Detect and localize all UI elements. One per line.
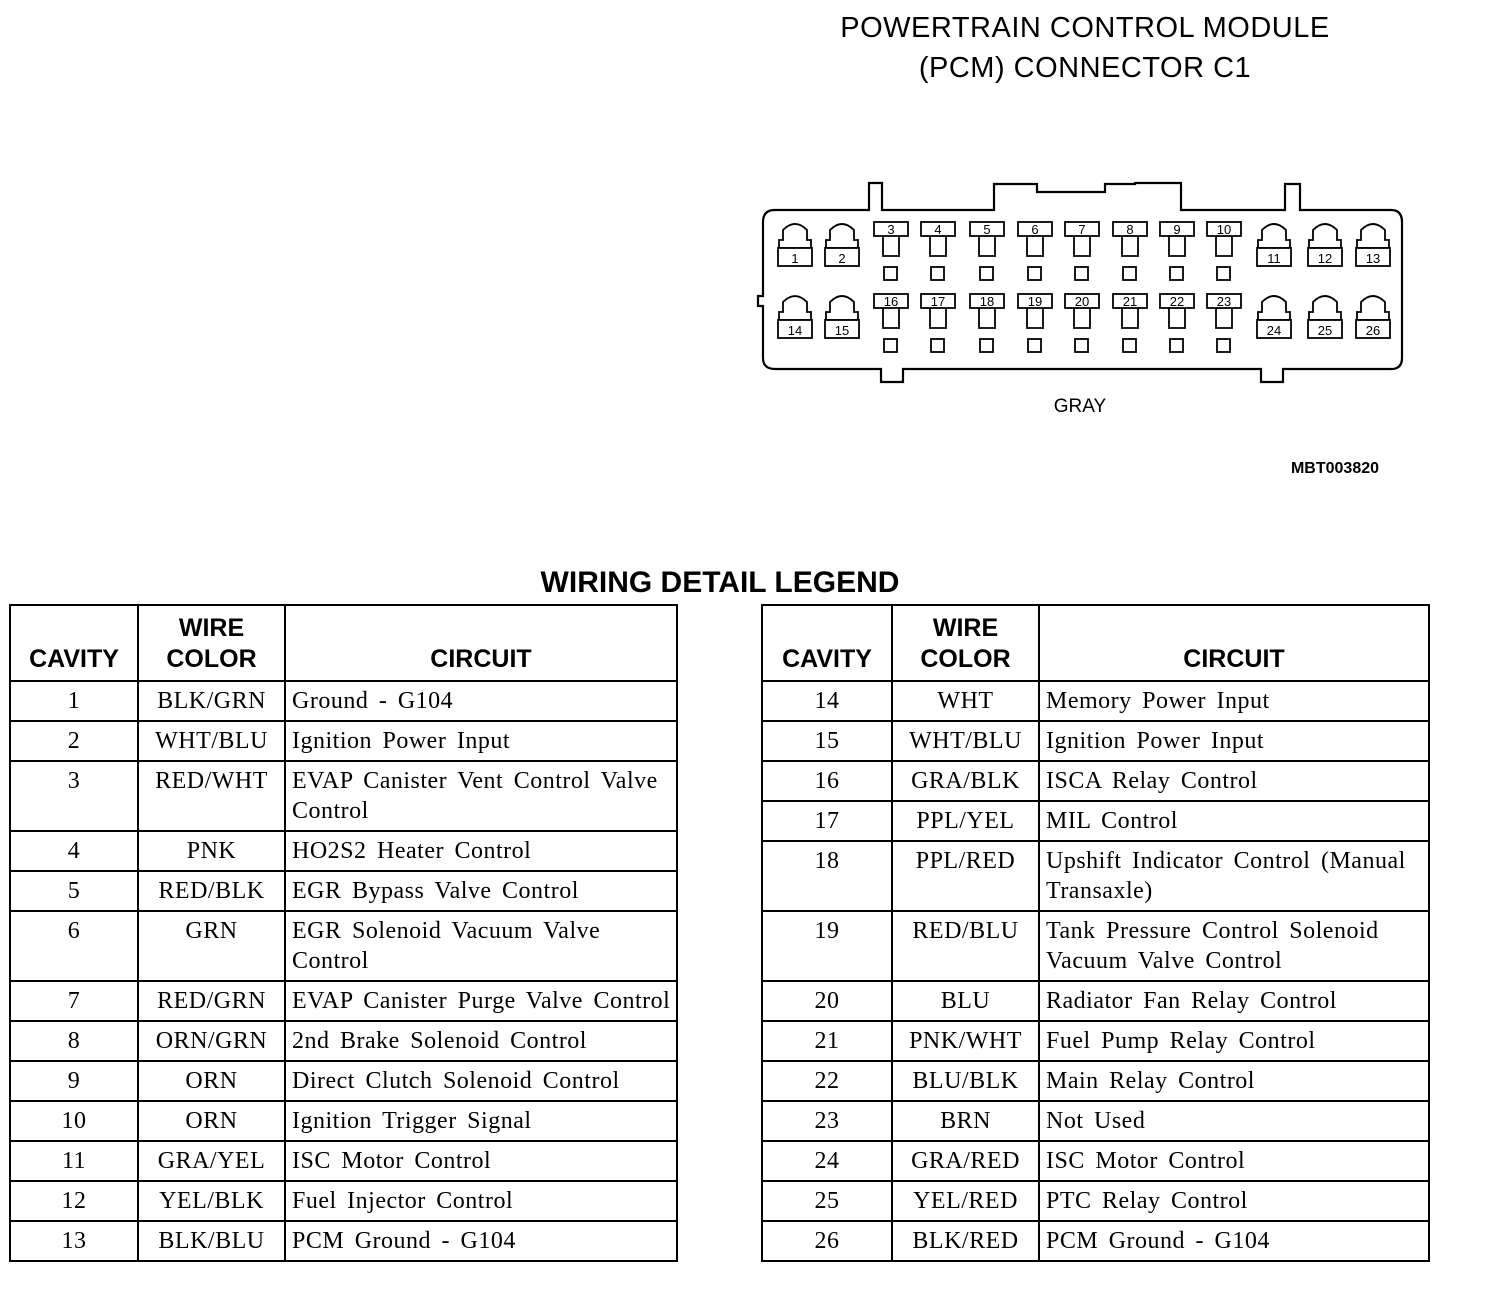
connector-pin xyxy=(1065,294,1099,352)
figure-code: MBT003820 xyxy=(1290,460,1380,477)
connector-pin xyxy=(1308,296,1342,338)
pin-number: 16 xyxy=(883,294,899,309)
cavity-cell: 13 xyxy=(10,1221,138,1261)
table-row xyxy=(10,1221,677,1261)
cavity-cell: 5 xyxy=(10,871,138,911)
connector-pin xyxy=(1257,224,1291,266)
pin-square xyxy=(1075,339,1088,352)
pin-number: 22 xyxy=(1169,294,1185,309)
wire-color-cell: WHT/BLU xyxy=(138,721,285,761)
table-row xyxy=(10,911,677,981)
circuit-cell: Ignition Trigger Signal xyxy=(285,1101,677,1141)
pin-terminal-shape xyxy=(1027,236,1043,256)
header-wire: WIRE xyxy=(178,614,245,642)
cavity-cell: 14 xyxy=(762,681,892,721)
connector-pin xyxy=(970,294,1004,352)
connector-pin xyxy=(1160,222,1194,280)
pin-number: 24 xyxy=(1266,323,1282,338)
pin-number: 2 xyxy=(838,251,846,266)
circuit-cell: ISCA Relay Control xyxy=(1039,761,1429,801)
table-row xyxy=(762,721,1429,761)
header-cavity: CAVITY xyxy=(10,605,138,681)
table-row xyxy=(10,761,677,831)
circuit-cell: EGR Bypass Valve Control xyxy=(285,871,677,911)
wiring-table-left xyxy=(9,604,678,1262)
pin-terminal-shape xyxy=(1309,224,1341,248)
wire-color-cell: ORN/GRN xyxy=(138,1021,285,1061)
header-circuit: CIRCUIT xyxy=(285,605,677,681)
header-circuit: CIRCUIT xyxy=(1039,605,1429,681)
pin-square xyxy=(1028,267,1041,280)
wire-color-cell: BLU xyxy=(892,981,1039,1021)
pin-number: 18 xyxy=(979,294,995,309)
table-row xyxy=(10,721,677,761)
connector-pin xyxy=(825,224,859,266)
table-row xyxy=(762,1181,1429,1221)
pin-terminal-shape xyxy=(979,308,995,328)
pin-row-top xyxy=(778,222,1390,280)
connector-pin xyxy=(874,222,908,280)
wire-color-cell: GRA/RED xyxy=(892,1141,1039,1181)
pin-number: 1 xyxy=(791,251,799,266)
pin-number: 3 xyxy=(887,222,895,237)
wire-color-cell: RED/WHT xyxy=(138,761,285,831)
pin-square xyxy=(884,267,897,280)
circuit-cell: Main Relay Control xyxy=(1039,1061,1429,1101)
connector-pin xyxy=(1018,294,1052,352)
pin-square xyxy=(1170,267,1183,280)
pin-terminal-shape xyxy=(826,224,858,248)
table-row xyxy=(10,1101,677,1141)
connector-pin xyxy=(970,222,1004,280)
pin-square xyxy=(980,339,993,352)
circuit-cell: Direct Clutch Solenoid Control xyxy=(285,1061,677,1101)
table-row xyxy=(762,1061,1429,1101)
pin-number: 6 xyxy=(1031,222,1039,237)
pin-terminal-shape xyxy=(1122,308,1138,328)
wire-color-cell: ORN xyxy=(138,1061,285,1101)
pin-number: 15 xyxy=(834,323,850,338)
table-row xyxy=(762,681,1429,721)
circuit-cell: Radiator Fan Relay Control xyxy=(1039,981,1429,1021)
table-row xyxy=(10,1021,677,1061)
wire-color-cell: YEL/BLK xyxy=(138,1181,285,1221)
pin-terminal-shape xyxy=(930,308,946,328)
connector-pin xyxy=(921,222,955,280)
cavity-cell: 26 xyxy=(762,1221,892,1261)
circuit-cell: Tank Pressure Control Solenoid Vacuum Valve Control xyxy=(1039,911,1429,981)
pin-square xyxy=(1028,339,1041,352)
pin-number: 13 xyxy=(1365,251,1381,266)
pin-terminal-shape xyxy=(1258,296,1290,320)
header-wire: WIRE xyxy=(932,614,999,642)
pin-number: 5 xyxy=(983,222,991,237)
pin-terminal-shape xyxy=(1216,308,1232,328)
cavity-cell: 19 xyxy=(762,911,892,981)
circuit-cell: EGR Solenoid Vacuum Valve Control xyxy=(285,911,677,981)
connector-pin xyxy=(1065,222,1099,280)
table-row xyxy=(10,1061,677,1101)
pin-terminal-shape xyxy=(1258,224,1290,248)
wire-color-cell: YEL/RED xyxy=(892,1181,1039,1221)
pin-square xyxy=(1217,267,1230,280)
table-row xyxy=(762,761,1429,801)
circuit-cell: PTC Relay Control xyxy=(1039,1181,1429,1221)
pin-terminal-shape xyxy=(1074,236,1090,256)
pin-square xyxy=(1217,339,1230,352)
circuit-cell: EVAP Canister Purge Valve Control xyxy=(285,981,677,1021)
table-row xyxy=(10,1181,677,1221)
cavity-cell: 4 xyxy=(10,831,138,871)
wire-color-cell: BRN xyxy=(892,1101,1039,1141)
wire-color-cell: BLK/BLU xyxy=(138,1221,285,1261)
connector-pin xyxy=(1356,224,1390,266)
connector-pin xyxy=(874,294,908,352)
table-row xyxy=(10,681,677,721)
pin-square xyxy=(980,267,993,280)
connector-pin xyxy=(1207,222,1241,280)
header-color: COLOR xyxy=(920,645,1011,673)
header-cavity: CAVITY xyxy=(762,605,892,681)
wire-color-cell: RED/BLU xyxy=(892,911,1039,981)
table-row xyxy=(762,1101,1429,1141)
table-row xyxy=(10,871,677,911)
wire-color-cell: BLU/BLK xyxy=(892,1061,1039,1101)
pin-terminal-shape xyxy=(1216,236,1232,256)
pin-number: 26 xyxy=(1365,323,1381,338)
pin-terminal-shape xyxy=(779,296,811,320)
table-row xyxy=(762,801,1429,841)
wire-color-cell: GRA/YEL xyxy=(138,1141,285,1181)
circuit-cell: Ground - G104 xyxy=(285,681,677,721)
table-row xyxy=(10,1141,677,1181)
table-row xyxy=(762,1021,1429,1061)
wire-color-cell: BLK/RED xyxy=(892,1221,1039,1261)
cavity-cell: 10 xyxy=(10,1101,138,1141)
wire-color-cell: WHT/BLU xyxy=(892,721,1039,761)
cavity-cell: 2 xyxy=(10,721,138,761)
table-header-row xyxy=(10,605,677,681)
circuit-cell: 2nd Brake Solenoid Control xyxy=(285,1021,677,1061)
wiring-table-right xyxy=(761,604,1430,1262)
cavity-cell: 17 xyxy=(762,801,892,841)
cavity-cell: 7 xyxy=(10,981,138,1021)
cavity-cell: 21 xyxy=(762,1021,892,1061)
pin-terminal-shape xyxy=(979,236,995,256)
cavity-cell: 25 xyxy=(762,1181,892,1221)
circuit-cell: Fuel Pump Relay Control xyxy=(1039,1021,1429,1061)
pin-terminal-shape xyxy=(1309,296,1341,320)
pin-number: 8 xyxy=(1126,222,1134,237)
circuit-cell: HO2S2 Heater Control xyxy=(285,831,677,871)
wire-color-cell: GRN xyxy=(138,911,285,981)
cavity-cell: 9 xyxy=(10,1061,138,1101)
cavity-cell: 18 xyxy=(762,841,892,911)
wire-color-cell: PPL/RED xyxy=(892,841,1039,911)
wire-color-cell: WHT xyxy=(892,681,1039,721)
cavity-cell: 3 xyxy=(10,761,138,831)
connector-pin xyxy=(1207,294,1241,352)
cavity-cell: 1 xyxy=(10,681,138,721)
wire-color-cell: RED/GRN xyxy=(138,981,285,1021)
connector-color-label: GRAY xyxy=(1053,396,1107,417)
pin-number: 9 xyxy=(1173,222,1181,237)
circuit-cell: ISC Motor Control xyxy=(285,1141,677,1181)
circuit-cell: PCM Ground - G104 xyxy=(1039,1221,1429,1261)
connector-pin xyxy=(1113,294,1147,352)
pin-terminal-shape xyxy=(826,296,858,320)
cavity-cell: 12 xyxy=(10,1181,138,1221)
connector-pin xyxy=(778,224,812,266)
circuit-cell: ISC Motor Control xyxy=(1039,1141,1429,1181)
connector-pin xyxy=(825,296,859,338)
wire-color-cell: PPL/YEL xyxy=(892,801,1039,841)
connector-pin xyxy=(1257,296,1291,338)
pin-row-bottom xyxy=(778,294,1390,352)
cavity-cell: 24 xyxy=(762,1141,892,1181)
pin-square xyxy=(931,339,944,352)
connector-pin xyxy=(1113,222,1147,280)
wire-color-cell: ORN xyxy=(138,1101,285,1141)
pin-number: 17 xyxy=(930,294,946,309)
connector-pin xyxy=(778,296,812,338)
circuit-cell: Ignition Power Input xyxy=(285,721,677,761)
pin-number: 19 xyxy=(1027,294,1043,309)
pin-number: 20 xyxy=(1074,294,1090,309)
circuit-cell: PCM Ground - G104 xyxy=(285,1221,677,1261)
connector-pin xyxy=(921,294,955,352)
pin-terminal-shape xyxy=(1074,308,1090,328)
cavity-cell: 15 xyxy=(762,721,892,761)
diagram-title xyxy=(770,8,1400,88)
header-wire-color xyxy=(138,605,285,681)
pin-number: 4 xyxy=(934,222,942,237)
pin-terminal-shape xyxy=(883,236,899,256)
circuit-cell: Ignition Power Input xyxy=(1039,721,1429,761)
pin-square xyxy=(1123,339,1136,352)
table-row xyxy=(10,831,677,871)
table-header-row xyxy=(762,605,1429,681)
pin-terminal-shape xyxy=(1169,308,1185,328)
table-row xyxy=(762,911,1429,981)
pin-terminal-shape xyxy=(1357,224,1389,248)
pin-number: 14 xyxy=(787,323,803,338)
table-row xyxy=(10,981,677,1021)
header-wire-color xyxy=(892,605,1039,681)
wire-color-cell: PNK xyxy=(138,831,285,871)
cavity-cell: 8 xyxy=(10,1021,138,1061)
circuit-cell: EVAP Canister Vent Control Valve Control xyxy=(285,761,677,831)
pin-number: 12 xyxy=(1317,251,1333,266)
cavity-cell: 23 xyxy=(762,1101,892,1141)
table-row xyxy=(762,841,1429,911)
pin-terminal-shape xyxy=(883,308,899,328)
cavity-cell: 11 xyxy=(10,1141,138,1181)
pin-terminal-shape xyxy=(1169,236,1185,256)
table-row xyxy=(762,1221,1429,1261)
connector-pin xyxy=(1160,294,1194,352)
pin-number: 7 xyxy=(1078,222,1086,237)
cavity-cell: 16 xyxy=(762,761,892,801)
pin-square xyxy=(884,339,897,352)
circuit-cell: Not Used xyxy=(1039,1101,1429,1141)
pin-square xyxy=(1170,339,1183,352)
connector-pin xyxy=(1018,222,1052,280)
pin-terminal-shape xyxy=(779,224,811,248)
pin-terminal-shape xyxy=(1357,296,1389,320)
pin-square xyxy=(931,267,944,280)
pin-terminal-shape xyxy=(1122,236,1138,256)
pin-terminal-shape xyxy=(930,236,946,256)
diagram-title-line1: POWERTRAIN CONTROL MODULE xyxy=(840,12,1330,44)
pin-number: 23 xyxy=(1216,294,1232,309)
pcm-connector-diagram xyxy=(755,178,1415,388)
circuit-cell: Upshift Indicator Control (Manual Transaxle) xyxy=(1039,841,1429,911)
pin-terminal-shape xyxy=(1027,308,1043,328)
pin-number: 11 xyxy=(1267,251,1281,266)
cavity-cell: 20 xyxy=(762,981,892,1021)
pin-number: 10 xyxy=(1216,222,1232,237)
pin-number: 25 xyxy=(1317,323,1333,338)
cavity-cell: 22 xyxy=(762,1061,892,1101)
header-color: COLOR xyxy=(166,645,257,673)
table-row xyxy=(762,981,1429,1021)
pin-number: 21 xyxy=(1122,294,1138,309)
wire-color-cell: PNK/WHT xyxy=(892,1021,1039,1061)
table-row xyxy=(762,1141,1429,1181)
legend-title: WIRING DETAIL LEGEND xyxy=(540,566,900,599)
connector-pin xyxy=(1308,224,1342,266)
diagram-title-line2: (PCM) CONNECTOR C1 xyxy=(918,52,1252,84)
wire-color-cell: RED/BLK xyxy=(138,871,285,911)
wire-color-cell: BLK/GRN xyxy=(138,681,285,721)
pin-square xyxy=(1075,267,1088,280)
pin-square xyxy=(1123,267,1136,280)
cavity-cell: 6 xyxy=(10,911,138,981)
circuit-cell: Memory Power Input xyxy=(1039,681,1429,721)
circuit-cell: MIL Control xyxy=(1039,801,1429,841)
wire-color-cell: GRA/BLK xyxy=(892,761,1039,801)
connector-pin xyxy=(1356,296,1390,338)
circuit-cell: Fuel Injector Control xyxy=(285,1181,677,1221)
